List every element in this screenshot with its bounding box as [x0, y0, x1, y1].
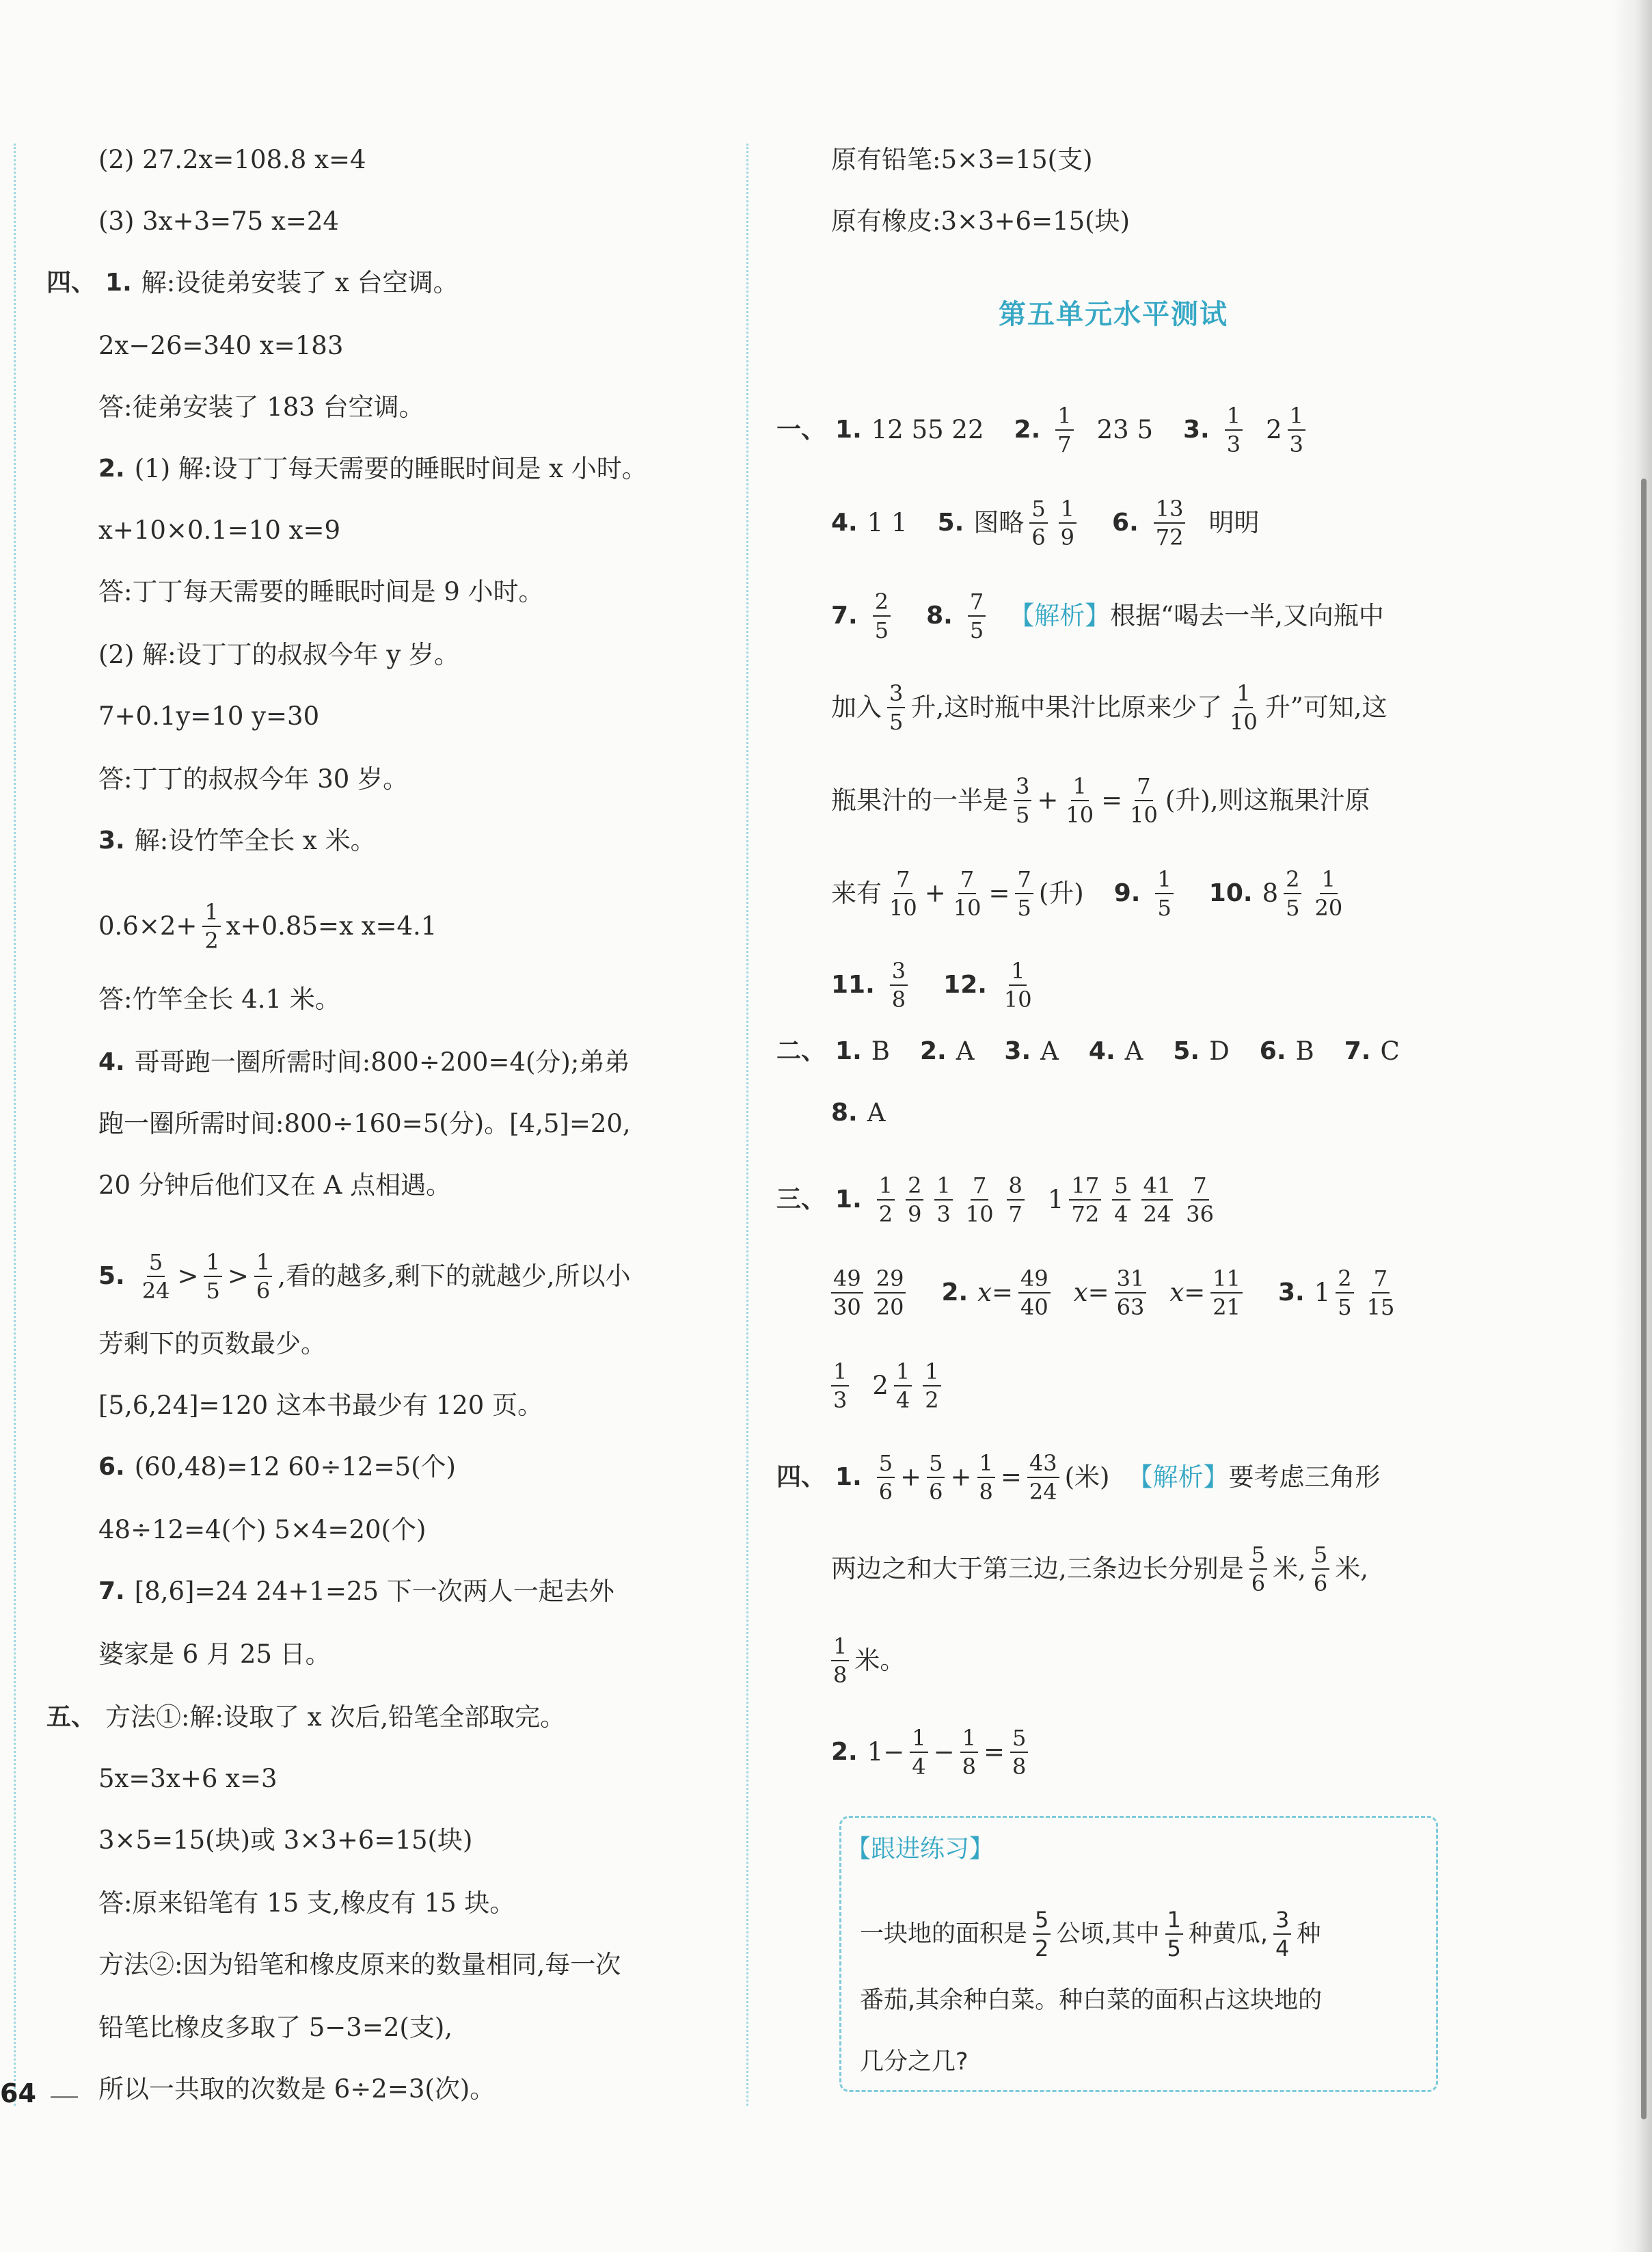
- answer-line: 铅笔比橡皮多取了 5−3=2(支),: [98, 2013, 453, 2042]
- fraction: $\frac{5}{24}$: [141, 1249, 170, 1304]
- page-number: 64: [0, 2078, 36, 2108]
- answer-line: 答:丁丁每天需要的睡眠时间是 9 小时。: [98, 577, 544, 606]
- practice-line-2: 番茄,其余种白菜。种白菜的面积占这块地的: [860, 1987, 1323, 2014]
- part-3-row-1: 三、 1. $\frac{1}{2}$ $\frac{2}{9}$ $\frac{1}{3}$ $\frac{7}{10}$ $\frac{8}{7}$ 1 $\frac{17}{72}$ $\frac{5}{4}$ $\frac{41}{24}$ $\frac{7}{36}$: [776, 1172, 1214, 1227]
- answer-line: 7+0.1y=10 y=30: [98, 701, 320, 731]
- answer-line: x+10×0.1=10 x=9: [98, 515, 341, 545]
- answer-line: 答:徒弟安装了 183 台空调。: [98, 392, 424, 422]
- answer-line: (3) 3x+3=75 x=24: [98, 206, 339, 236]
- question-number: 6.: [98, 1453, 125, 1481]
- left-margin-line: [14, 144, 16, 2106]
- question-6: 6. (60,48)=12 60÷12=5(个): [98, 1452, 456, 1482]
- section-prefix: 四、: [46, 269, 96, 297]
- practice-line-1: 一块地的面积是 $\frac{5}{2}$ 公顷,其中 $\frac{1}{5}$ 种黄瓜, $\frac{3}{4}$ 种: [860, 1907, 1321, 1961]
- part-4-row-4: 2. 1− $\frac{1}{4}$ − $\frac{1}{8}$ = $\frac{5}{8}$: [831, 1726, 1033, 1779]
- section-prefix: 五、: [46, 1703, 96, 1731]
- answer-line: 婆家是 6 月 25 日。: [98, 1639, 331, 1669]
- part-1-row-4: 加入 $\frac{3}{5}$ 升,这时瓶中果汁比原来少了 $\frac{1}{10}$ 升”可知,这: [831, 680, 1387, 735]
- answer-line: 所以一共取的次数是 6÷2=3(次)。: [98, 2074, 496, 2104]
- answer-line: 原有铅笔:5×3=15(支): [831, 145, 1093, 174]
- part-3-row-2: $\frac{49}{30}$ $\frac{29}{20}$ 2. x= $\frac{49}{40}$ x= $\frac{31}{63}$ x= $\frac{11}{21}$ 3. 1 $\frac{2}{5}$ $\frac{7}{15}$: [826, 1266, 1402, 1319]
- part-3-row-3: $\frac{1}{3}$ 2 $\frac{1}{4}$ $\frac{1}{2}$: [826, 1359, 947, 1412]
- part-2-row-2: 8. A: [831, 1098, 886, 1127]
- fraction: $\frac{1}{6}$: [254, 1250, 272, 1303]
- fraction: $\frac{1}{2}$: [202, 900, 220, 953]
- answer-line: 2x−26=340 x=183: [98, 331, 344, 360]
- question-number: 5.: [98, 1262, 125, 1290]
- analysis-label: 【解析】: [1009, 601, 1111, 630]
- answer-line: 20 分钟后他们又在 A 点相遇。: [98, 1170, 452, 1200]
- answer-line: 芳剩下的页数最少。: [98, 1329, 326, 1358]
- question-5: 5. $\frac{5}{24}$ > $\frac{1}{5}$ > $\frac{1}{6}$ ,看的越多,剩下的就越少,所以小: [98, 1249, 631, 1304]
- part-4-row-1: 四、 1. $\frac{5}{6}$ + $\frac{5}{6}$ + $\frac{1}{8}$ = $\frac{43}{24}$ (米) 【解析】 要考虑三角形: [776, 1450, 1381, 1505]
- page-number-dash: [51, 2096, 78, 2098]
- question-number: 3.: [98, 827, 125, 855]
- column-divider: [746, 144, 748, 2106]
- part-4-row-2: 两边之和大于第三边,三条边长分别是 $\frac{5}{6}$ 米, $\frac{5}{6}$ 米,: [831, 1542, 1369, 1596]
- answer-line: 3×5=15(块)或 3×3+6=15(块): [98, 1825, 473, 1855]
- part-4-row-3: $\frac{1}{8}$ 米。: [831, 1634, 905, 1687]
- section-4-q1: 四、 1. 解:设徒弟安装了 x 台空调。: [46, 268, 459, 297]
- binding-edge: [1641, 479, 1647, 2119]
- question-2: 2. (1) 解:设丁丁每天需要的睡眠时间是 x 小时。: [98, 454, 647, 483]
- answer-line: 跑一圈所需时间:800÷160=5(分)。[4,5]=20,: [98, 1109, 631, 1138]
- answer-line: 5x=3x+6 x=3: [98, 1764, 277, 1793]
- section-title: 第五单元水平测试: [999, 299, 1228, 330]
- question-number: 2.: [98, 455, 125, 483]
- fraction: $\frac{1}{5}$: [204, 1250, 221, 1303]
- answer-line: 原有橡皮:3×3+6=15(块): [831, 206, 1130, 236]
- part-1-row-6: 来有 $\frac{7}{10}$ + $\frac{7}{10}$ = $\frac{7}{5}$ (升) 9. $\frac{1}{5}$ 10. 8 $\frac{2}{5}$ $\frac{1}{20}$: [831, 866, 1343, 921]
- answer-line: 答:丁丁的叔叔今年 30 岁。: [98, 764, 409, 794]
- question-number: 7.: [98, 1577, 125, 1605]
- part-1-row-7: 11. $\frac{3}{8}$ 12. $\frac{1}{10}$: [831, 958, 1032, 1013]
- answer-line: 0.6×2+ $\frac{1}{2}$ x+0.85=x x=4.1: [98, 899, 437, 954]
- question-number: 4.: [98, 1048, 125, 1076]
- answer-line: 答:竹竿全长 4.1 米。: [98, 984, 340, 1014]
- part-2-row-1: 二、 1. B 2. A 3. A 4. A 5. D 6. B 7. C: [776, 1036, 1400, 1066]
- answer-line: (2) 27.2x=108.8 x=4: [98, 145, 366, 174]
- answer-line: 48÷12=4(个) 5×4=20(个): [98, 1515, 426, 1544]
- question-7: 7. [8,6]=24 24+1=25 下一次两人一起去外: [98, 1577, 614, 1606]
- practice-line-3: 几分之几?: [860, 2048, 969, 2076]
- question-4: 4. 哥哥跑一圈所需时间:800÷200=4(分);弟弟: [98, 1047, 630, 1077]
- question-3: 3. 解:设竹竿全长 x 米。: [98, 826, 376, 855]
- answer-line: 方法②:因为铅笔和橡皮原来的数量相同,每一次: [98, 1950, 621, 1979]
- answer-line: 答:原来铅笔有 15 支,橡皮有 15 块。: [98, 1888, 515, 1918]
- part-1-row-5: 瓶果汁的一半是 $\frac{3}{5}$ + $\frac{1}{10}$ = $\frac{7}{10}$ (升),则这瓶果汁原: [831, 773, 1370, 828]
- section-5: 五、 方法①:解:设取了 x 次后,铅笔全部取完。: [46, 1702, 566, 1732]
- answer-line: [5,6,24]=120 这本书最少有 120 页。: [98, 1391, 543, 1420]
- question-number: 1.: [105, 269, 132, 297]
- analysis-label: 【解析】: [1127, 1462, 1229, 1492]
- part-1-row-3: 7. $\frac{2}{5}$ 8. $\frac{7}{5}$ 【解析】 根据“喝去一半,又向瓶中: [831, 589, 1384, 643]
- answer-line: (2) 解:设丁丁的叔叔今年 y 岁。: [98, 640, 460, 669]
- part-1-row-2: 4. 1 1 5. 图略 $\frac{5}{6}$ $\frac{1}{9}$ 6. $\frac{13}{72}$ 明明: [831, 496, 1260, 550]
- practice-title: 【跟进练习】: [846, 1835, 994, 1863]
- part-1-row-1: 一、 1. 12 55 22 2. $\frac{1}{7}$ 23 5 3. $\frac{1}{3}$ 2 $\frac{1}{3}$: [776, 403, 1311, 457]
